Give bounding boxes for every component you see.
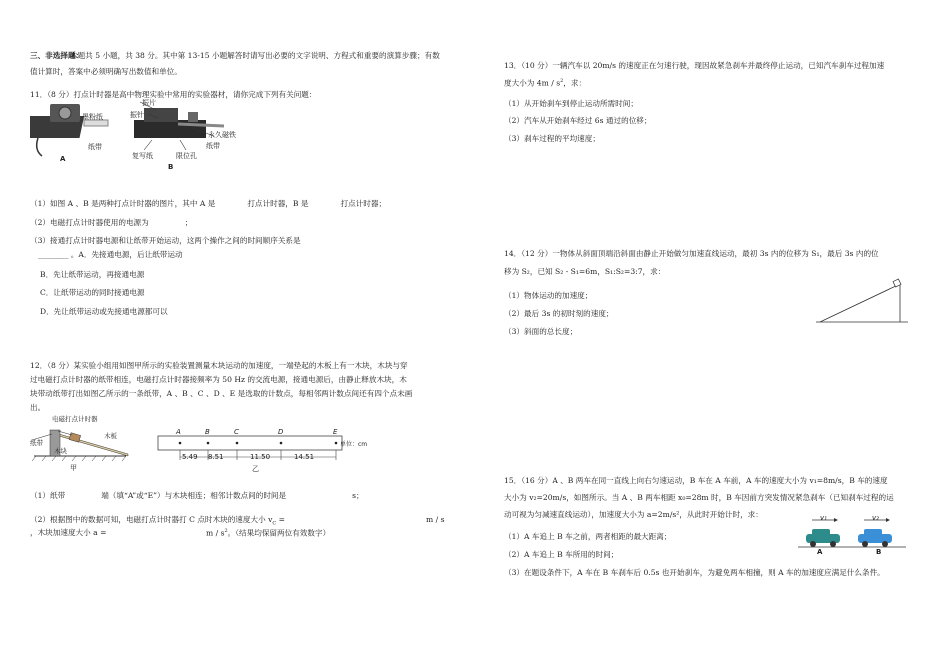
- label-12-tape: 纸带: [30, 439, 43, 447]
- label-a-name: A: [60, 155, 66, 163]
- tape-point-b: B: [205, 428, 210, 436]
- q14-p3: （3）斜面的总长度；: [504, 327, 578, 336]
- tape-unit: 单位：cm: [340, 441, 368, 448]
- q12-p2-unit: m / s: [426, 515, 445, 524]
- tape-d3: 11.50: [250, 453, 271, 461]
- q15-stem3: 动可视为匀减速直线运动），加速度大小为 a=2m/s²，从此时开始计时，求：: [504, 510, 763, 519]
- q14-p1: （1）物体运动的加速度；: [504, 291, 593, 300]
- q13-p1: （1）从开始刹车到停止运动所需时间；: [504, 99, 638, 108]
- label-a-top: 墨粉纸: [82, 113, 103, 121]
- section-intro-text: 本题共 5 小题，共 38 分。其中第 13-15 小题解答时请写出必要的文字说明、方程式和重要的演算步骤；有数值计算时，答案中必须明确写出数值和单位。: [30, 51, 440, 76]
- label-b-zhenzhen: 振针: [130, 111, 144, 119]
- label-12-yi: 乙: [252, 465, 259, 473]
- tape-d1: 5.49: [182, 453, 198, 461]
- tape-point-e: E: [333, 428, 338, 436]
- q12-p1: （1）纸带 端（填“A”或“E”）与木块相连；相邻计数点间的时间是 s；: [30, 491, 364, 500]
- q12-stem1: 12．（8 分）某实验小组用如图甲所示的实验装置测量木块运动的加速度，一端垫起的木板上有一木块，木块与穿: [30, 361, 408, 370]
- q15-p3: （3）在题设条件下，A 车在 B 车刹车后 0.5s 也开始刹车，为避免两车相撞，则 A 车的加速度应满足什么条件。: [504, 568, 885, 577]
- q11-p3: （3）接通打点计时器电源和让纸带开始运动，这两个操作之间的时间顺序关系是: [30, 236, 301, 245]
- label-car-b: B: [876, 548, 882, 556]
- figure-12-yi: [148, 428, 378, 468]
- tape-d2: 8.51: [208, 453, 224, 461]
- q11-optB: B．先让纸带运动，再接通电源: [40, 270, 145, 279]
- q13-p2: （2）汽车从开始刹车经过 6s 通过的位移；: [504, 116, 652, 125]
- incline-figure: [816, 276, 912, 328]
- q12-p2: （2）根据图中的数据可知，电磁打点计时器打 C 点时木块的速度大小 $v_C$ =: [30, 515, 285, 527]
- label-b-name: B: [168, 163, 174, 171]
- q13-stem2: 度大小为 $4m / s^2$，求：: [504, 78, 587, 88]
- tape-point-c: C: [234, 428, 239, 436]
- q12-stem4: 出。: [30, 403, 46, 412]
- q12-p3: ，木块加速度大小 a =: [30, 528, 107, 537]
- q13-stem1: 13．（10 分）一辆汽车以 20m/s 的速度正在匀速行驶，现因故紧急刹车并最终停止运动，已知汽车刹车过程加速: [504, 61, 885, 70]
- q12-p3-tail: m / $s^2$。（结果均保留两位有效数字）: [206, 528, 331, 538]
- tape-d4: 14.51: [294, 453, 315, 461]
- q12-stem3: 块带动纸带打出如图乙所示的一条纸带，A 、B 、C 、D 、E 是选取的计数点，每相邻两计数点间还有四个点未画: [30, 389, 413, 398]
- q12-stem2: 过电磁打点计时器的纸带相连，电磁打点计时器接频率为 50 Hz 的交流电源，接通电源后，由静止释放木块，木: [30, 375, 407, 384]
- label-a-tape: 纸带: [88, 143, 102, 151]
- label-12-board: 木板: [104, 432, 117, 440]
- label-v2: v₂: [872, 514, 879, 522]
- section-intro: 三、非选择题：: [30, 51, 84, 60]
- label-b-zhenpian: 振片: [142, 99, 156, 107]
- q15-p2: （2）A 车追上 B 车所用的时间；: [504, 550, 619, 559]
- tape-point-a: A: [176, 428, 181, 436]
- label-12-jia: 甲: [70, 464, 77, 472]
- q14-stem2: 移为 S₂，已知 S₂ - S₁=6m，S₁:S₂=3:7，求：: [504, 267, 666, 276]
- q14-p2: （2）最后 3s 的初时刻的速度；: [504, 309, 614, 318]
- label-12-block: 木块: [54, 447, 67, 455]
- label-b-fuxie: 复写纸: [132, 152, 153, 160]
- label-12-timer: 电磁打点计时器: [52, 415, 98, 423]
- label-b-magnet: 永久磁铁: [208, 131, 236, 139]
- q11-p3b: ________ 。A．先接通电源，后让纸带运动: [38, 250, 183, 259]
- label-v1: v₁: [820, 514, 827, 522]
- q15-stem1: 15．（16 分）A 、B 两车在同一直线上向右匀速运动，B 车在 A 车前，A 车的速度大小为 v₁=8m/s，B 车的速度: [504, 476, 888, 485]
- label-car-a: A: [817, 548, 823, 556]
- q15-p1: （1）A 车追上 B 车之前，两者相距的最大距离；: [504, 532, 672, 541]
- cars-figure: [798, 510, 908, 558]
- tape-point-d: D: [278, 428, 284, 436]
- q11-p1: （1）如图 A 、B 是两种打点计时器的图片，其中 A 是 打点计时器，B 是 打点计时器；: [30, 199, 387, 208]
- q13-p3: （3）刹车过程的平均速度；: [504, 134, 600, 143]
- label-b-xianwei: 限位孔: [176, 152, 197, 160]
- q11-optC: C．让纸带运动的同时接通电源: [40, 288, 145, 297]
- q14-stem1: 14．（12 分）一物体从斜面顶端沿斜面由静止开始做匀加速直线运动，最初 3s 内的位移为 S₁，最后 3s 内的位: [504, 249, 879, 258]
- q11-stem: 11．（8 分）打点计时器是高中物理实验中常用的实验器材，请你完成下列有关问题：: [30, 90, 317, 99]
- label-b-tape: 纸带: [206, 142, 220, 150]
- q11-optD: D．先让纸带运动或先接通电源都可以: [40, 307, 168, 316]
- q15-stem2: 大小为 v₂=20m/s，如图所示。当 A 、B 两车相距 x₀=28m 时，B 车因前方突发情况紧急刹车（已知刹车过程的运: [504, 493, 894, 502]
- q11-p2: （2）电磁打点计时器使用的电源为 ；: [30, 218, 193, 227]
